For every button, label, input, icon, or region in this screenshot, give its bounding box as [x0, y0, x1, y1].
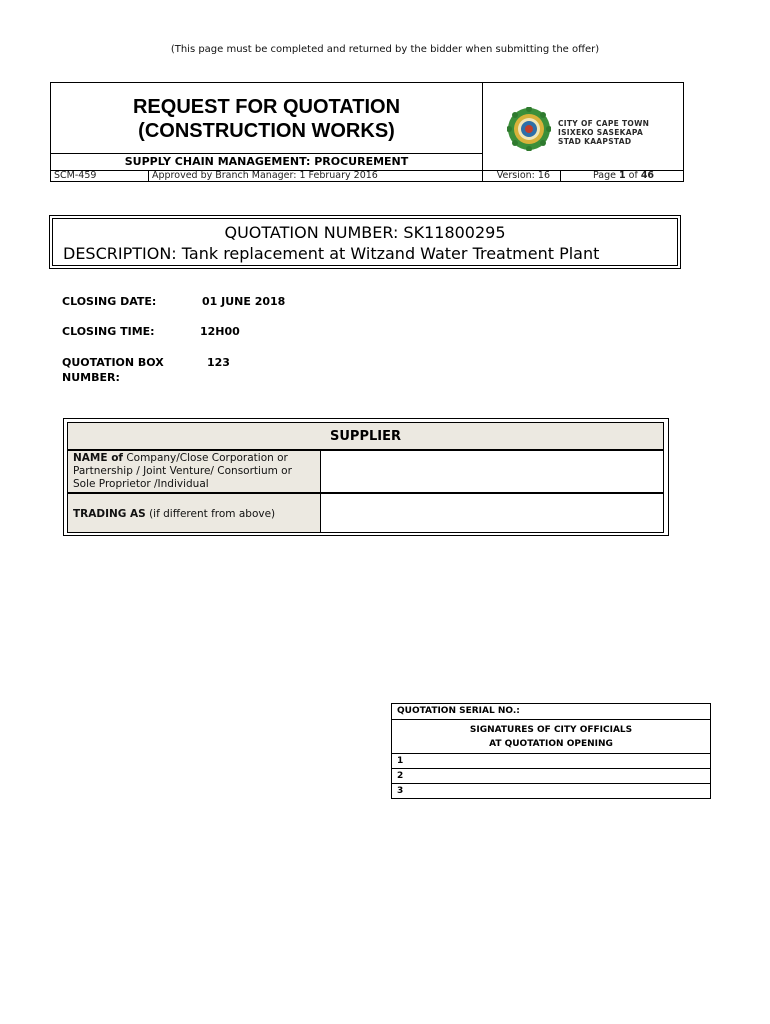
document-title	[51, 95, 482, 143]
signatures-heading-line-1: SIGNATURES OF CITY OFFICIALS	[469, 725, 633, 735]
serial-signature-table	[391, 703, 711, 799]
version-text: Version: 16	[483, 171, 561, 182]
trading-as-label-rest: (if different from above)	[145, 508, 276, 520]
page-total: 46	[640, 170, 655, 181]
trading-as-field[interactable]	[321, 493, 664, 533]
company-name-field[interactable]	[321, 450, 664, 493]
signature-row-2[interactable]: 2	[392, 768, 710, 783]
quotation-box-value: 123	[207, 356, 230, 369]
trading-as-label	[67, 493, 321, 533]
company-name-label	[67, 450, 321, 493]
page-of: of	[625, 170, 641, 181]
title-line-2: (CONSTRUCTION WORKS)	[138, 120, 395, 142]
logo-line-3: STAD KAAPSTAD	[558, 137, 632, 146]
quotation-box-label	[62, 355, 164, 385]
page-number: 1	[618, 170, 626, 181]
quotation-number: QUOTATION NUMBER: SK11800295	[224, 223, 506, 242]
quotation-box-label-2: NUMBER:	[62, 371, 120, 384]
signatures-heading	[392, 719, 710, 753]
company-name-label-rest: Company/Close Corporation or Partnership / Joint Venture/ Consortium or Sole Proprietor /Individual	[73, 452, 292, 490]
city-logo-text	[558, 119, 649, 146]
trading-as-label-bold: TRADING AS	[73, 508, 146, 520]
header-subtitle: SUPPLY CHAIN MANAGEMENT: PROCUREMENT	[51, 153, 483, 170]
serial-number-label: QUOTATION SERIAL NO.:	[397, 706, 520, 716]
title-cell	[51, 83, 483, 153]
title-line-1: REQUEST FOR QUOTATION	[132, 96, 401, 118]
company-name-label-bold: NAME of	[73, 452, 123, 464]
logo-cell	[483, 83, 683, 170]
quotation-description: DESCRIPTION: Tank replacement at Witzand Water Treatment Plant	[63, 244, 600, 263]
quotation-box	[52, 218, 678, 266]
quotation-box-label-1: QUOTATION BOX	[62, 356, 164, 369]
closing-date-value: 01 JUNE 2018	[202, 295, 286, 308]
header-meta-row	[51, 170, 683, 181]
approval-text: Approved by Branch Manager: 1 February 2016	[149, 171, 483, 182]
logo-line-1: CITY OF CAPE TOWN	[558, 119, 650, 128]
instruction-note: (This page must be completed and returned by the bidder when submitting the offer)	[170, 44, 600, 55]
signature-row-1[interactable]: 1	[392, 753, 710, 768]
document-header	[50, 82, 684, 182]
closing-date-label: CLOSING DATE:	[62, 295, 157, 308]
closing-time-value: 12H00	[200, 325, 240, 338]
supplier-table	[63, 418, 669, 536]
signatures-heading-line-2: AT QUOTATION OPENING	[489, 739, 613, 749]
signature-row-3[interactable]: 3	[392, 783, 710, 798]
logo-line-2: ISIXEKO SASEKAPA	[558, 128, 644, 137]
form-code: SCM-459	[51, 171, 149, 182]
page-prefix: Page	[592, 170, 619, 181]
page-indicator	[561, 171, 683, 182]
city-logo-icon	[507, 107, 551, 151]
closing-time-label: CLOSING TIME:	[62, 325, 155, 338]
supplier-heading: SUPPLIER	[67, 422, 664, 450]
